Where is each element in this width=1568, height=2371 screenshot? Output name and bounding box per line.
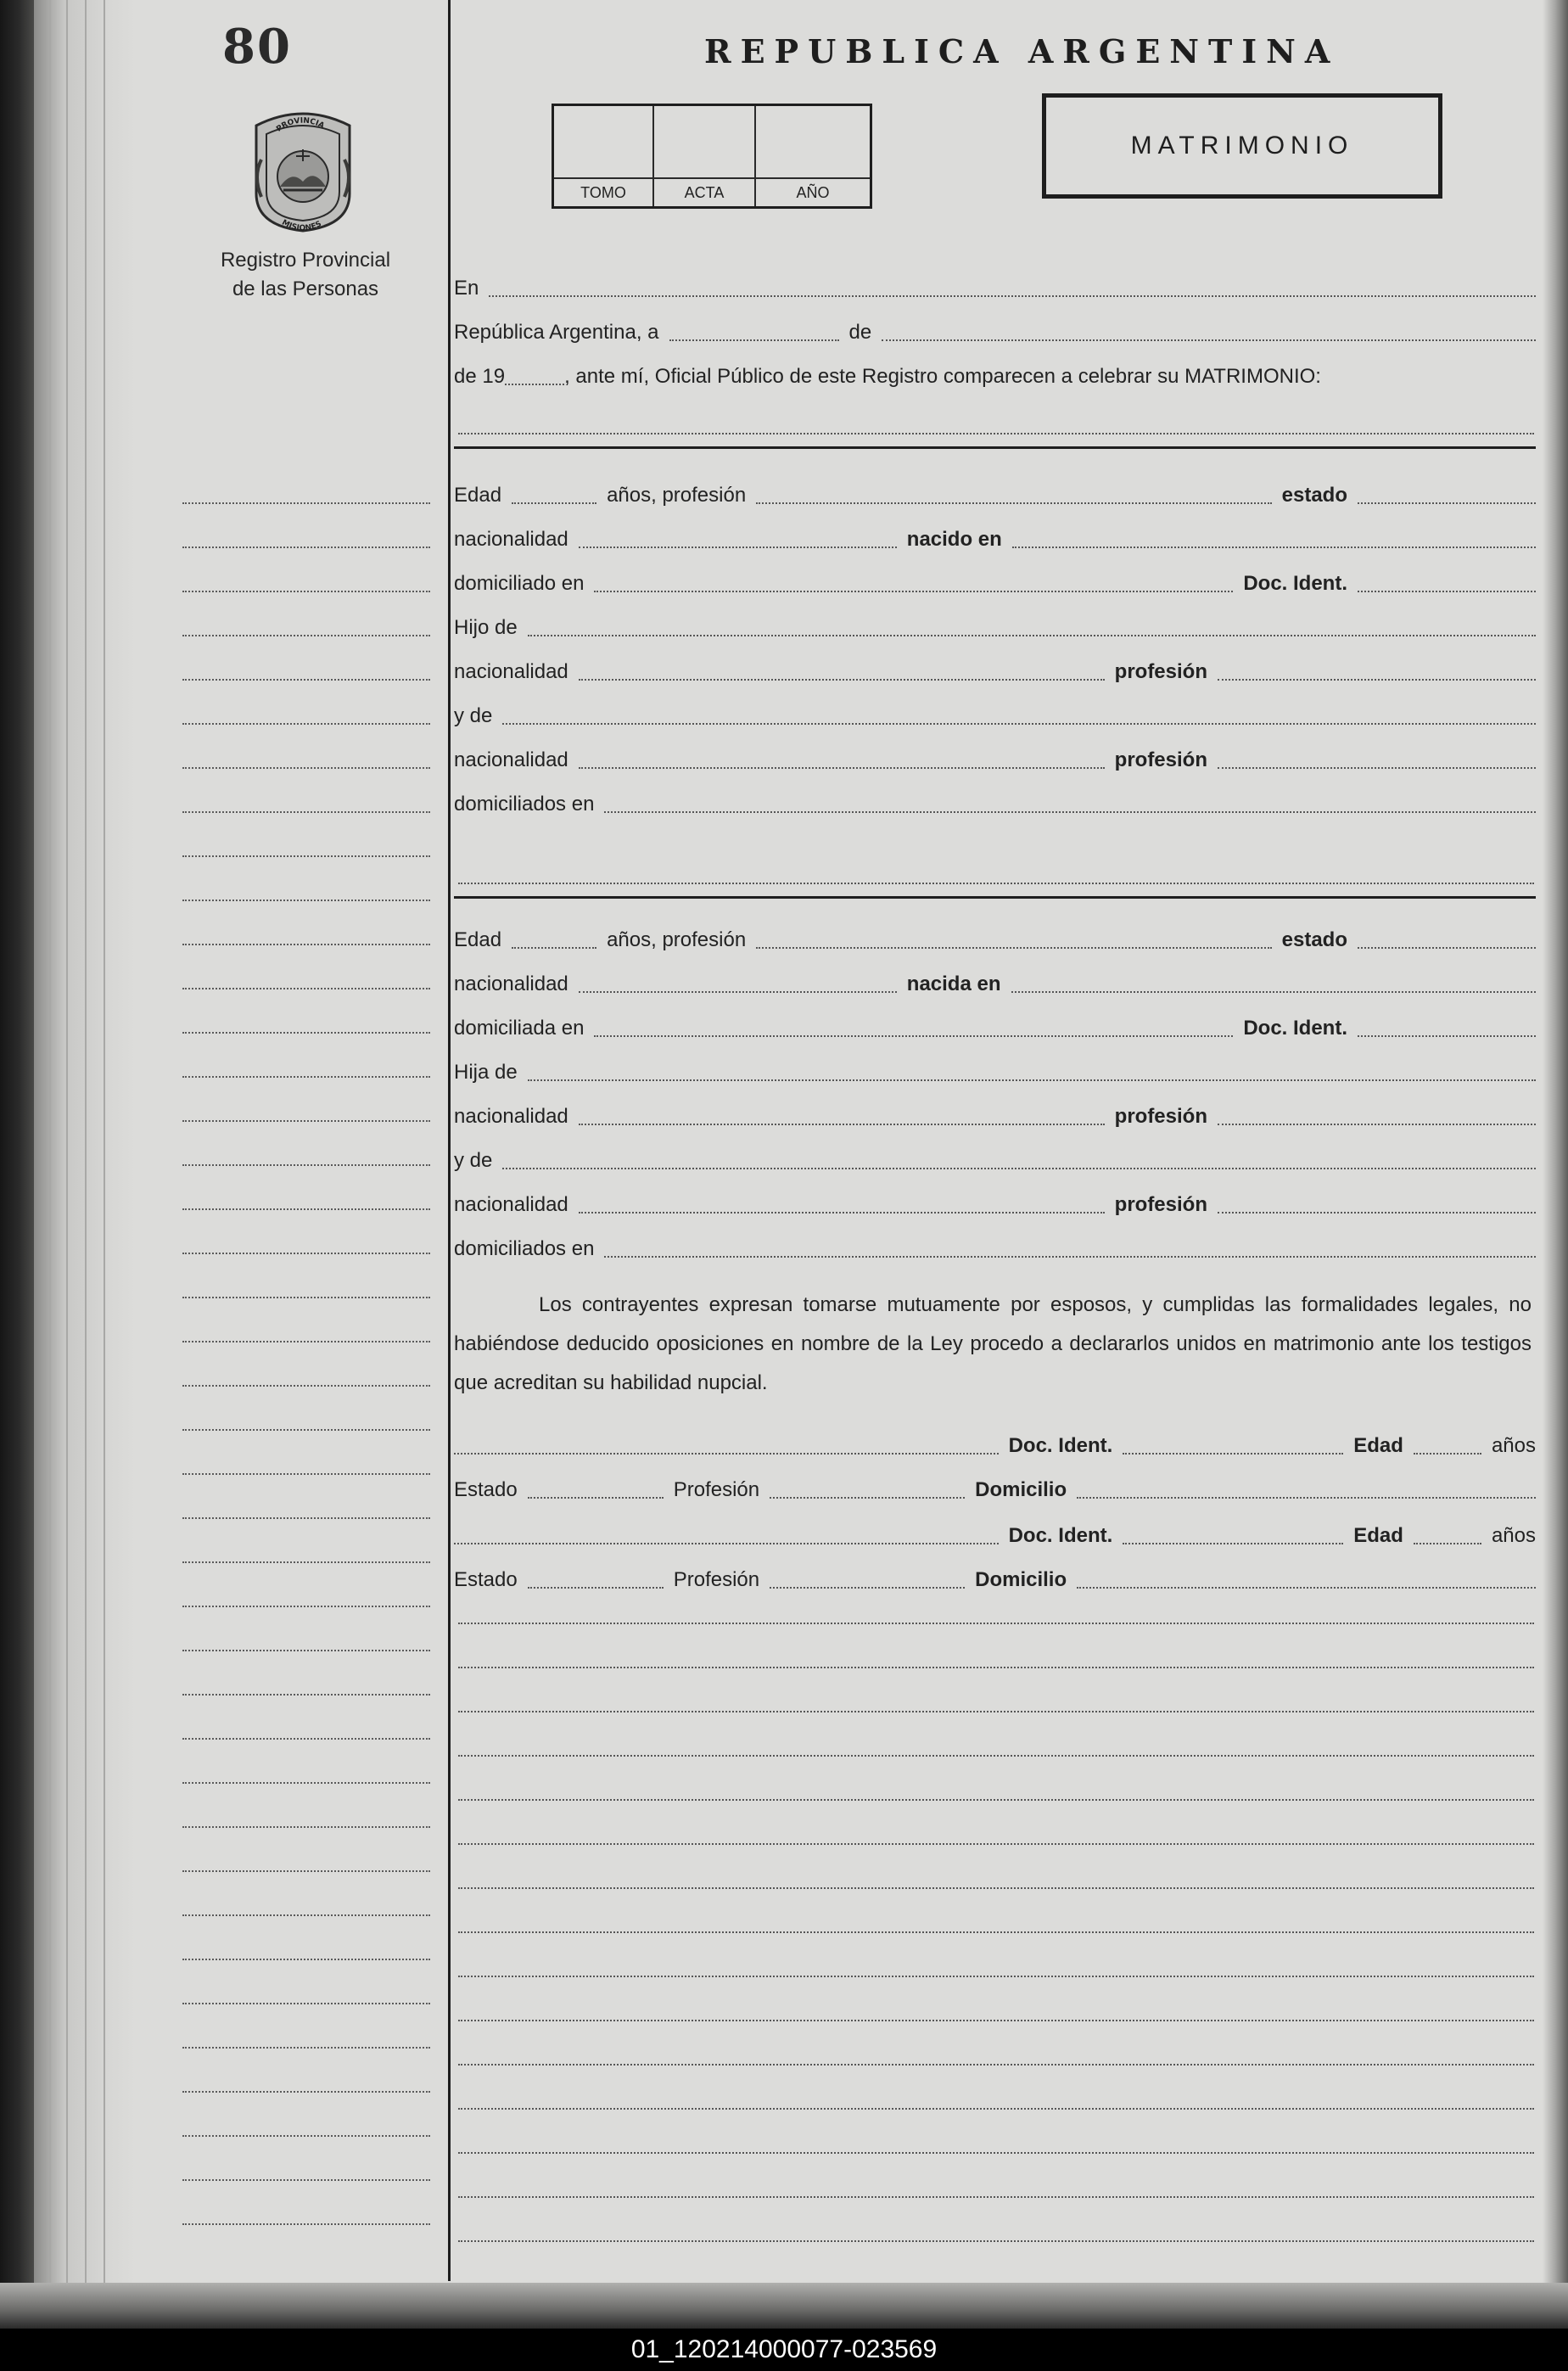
notes-line[interactable] bbox=[458, 1843, 1534, 1845]
notes-line[interactable] bbox=[458, 1711, 1534, 1712]
ano-cell: AÑO bbox=[756, 106, 870, 206]
margin-line[interactable] bbox=[182, 767, 430, 769]
witness1-status-field[interactable] bbox=[528, 1487, 664, 1499]
margin-line[interactable] bbox=[182, 547, 430, 548]
witness2-profession-field[interactable] bbox=[770, 1577, 965, 1589]
margin-line[interactable] bbox=[182, 1694, 430, 1696]
bride-father-nationality-field[interactable] bbox=[579, 1113, 1105, 1125]
groom-age-field[interactable] bbox=[512, 492, 596, 504]
notes-line[interactable] bbox=[458, 1931, 1534, 1933]
margin-line[interactable] bbox=[182, 1738, 430, 1740]
bride-father-field[interactable] bbox=[528, 1069, 1536, 1081]
margin-line[interactable] bbox=[182, 591, 430, 592]
groom-father-profession-field[interactable] bbox=[1218, 669, 1536, 681]
margin-line[interactable] bbox=[182, 1870, 430, 1872]
notes-line[interactable] bbox=[458, 2152, 1534, 2154]
margin-line[interactable] bbox=[182, 1517, 430, 1519]
margin-line[interactable] bbox=[182, 1826, 430, 1828]
margin-line[interactable] bbox=[182, 1208, 430, 1210]
registry-name bbox=[199, 246, 412, 304]
margin-line[interactable] bbox=[182, 2223, 430, 2225]
book-spine bbox=[0, 0, 34, 2329]
intro-year-line: de 19 , ante mí, Oficial Público de este Registro comparecen a celebrar su MATRIMONIO: bbox=[454, 365, 1321, 388]
groom-status-field[interactable] bbox=[1358, 492, 1536, 504]
bride-parents-address-field[interactable] bbox=[604, 1246, 1536, 1258]
witness1-id-field[interactable] bbox=[1123, 1443, 1343, 1455]
blank-line[interactable] bbox=[458, 433, 1534, 434]
acta-cell: ACTA bbox=[654, 106, 756, 206]
margin-line[interactable] bbox=[182, 2179, 430, 2181]
page-right-edge bbox=[1543, 0, 1568, 2329]
margin-line[interactable] bbox=[182, 1076, 430, 1078]
margin-line[interactable] bbox=[182, 2003, 430, 2004]
margin-line[interactable] bbox=[182, 1253, 430, 1254]
groom-father-nat-line: nacionalidad profesión bbox=[454, 653, 1536, 687]
bride-nationality-field[interactable] bbox=[579, 981, 897, 993]
margin-line[interactable] bbox=[182, 1429, 430, 1431]
witness2-address-field[interactable] bbox=[1077, 1577, 1536, 1589]
groom-address-field[interactable] bbox=[594, 580, 1233, 592]
margin-line[interactable] bbox=[182, 2047, 430, 2049]
section-rule bbox=[454, 896, 1536, 899]
margin-line[interactable] bbox=[182, 988, 430, 989]
intro-en-line: En bbox=[454, 270, 1536, 304]
bride-edad-line: Edad años, profesión estado bbox=[454, 922, 1536, 956]
witness1-line2: Estado Profesión Domicilio bbox=[454, 1471, 1536, 1505]
provincial-seal-icon bbox=[249, 109, 356, 233]
groom-yde-line: y de bbox=[454, 698, 1536, 731]
bride-age-field[interactable] bbox=[512, 937, 596, 949]
groom-mother-profession-field[interactable] bbox=[1218, 757, 1536, 769]
page-title: REPUBLICA ARGENTINA bbox=[704, 32, 1340, 70]
day-field[interactable] bbox=[669, 329, 839, 341]
tomo-cell: TOMO bbox=[554, 106, 654, 206]
margin-line[interactable] bbox=[182, 811, 430, 813]
notes-line[interactable] bbox=[458, 2020, 1534, 2021]
blank-line[interactable] bbox=[458, 883, 1534, 884]
witness2-line2: Estado Profesión Domicilio bbox=[454, 1561, 1536, 1595]
image-filename: 01_120214000077-023569 bbox=[0, 2329, 1568, 2371]
svg-text:PROVINCIA: PROVINCIA bbox=[275, 116, 326, 134]
groom-birthplace-field[interactable] bbox=[1012, 536, 1536, 548]
page-edge-line bbox=[104, 0, 105, 2283]
notes-line[interactable] bbox=[458, 2064, 1534, 2066]
svg-text:MISIONES: MISIONES bbox=[280, 218, 323, 233]
margin-line[interactable] bbox=[182, 1120, 430, 1122]
notes-line[interactable] bbox=[458, 1887, 1534, 1889]
witness2-status-field[interactable] bbox=[528, 1577, 664, 1589]
bride-id-field[interactable] bbox=[1358, 1025, 1536, 1037]
notes-line[interactable] bbox=[458, 1976, 1534, 1977]
bride-parents-address-line: domiciliados en bbox=[454, 1230, 1536, 1264]
bride-address-field[interactable] bbox=[594, 1025, 1233, 1037]
bride-mother-profession-field[interactable] bbox=[1218, 1202, 1536, 1214]
notes-line[interactable] bbox=[458, 1623, 1534, 1624]
bride-father-nat-line: nacionalidad profesión bbox=[454, 1098, 1536, 1132]
margin-line[interactable] bbox=[182, 944, 430, 945]
margin-divider bbox=[448, 0, 451, 2281]
bride-domicilio-line: domiciliada en Doc. Ident. bbox=[454, 1010, 1536, 1044]
bride-nacionalidad-line: nacionalidad nacida en bbox=[454, 966, 1536, 1000]
bride-profession-field[interactable] bbox=[756, 937, 1271, 949]
page-edge-line bbox=[85, 0, 87, 2283]
margin-line[interactable] bbox=[182, 1341, 430, 1342]
section-rule bbox=[454, 446, 1536, 449]
groom-mother-field[interactable] bbox=[502, 713, 1536, 725]
notes-line[interactable] bbox=[458, 2108, 1534, 2110]
margin-line[interactable] bbox=[182, 1561, 430, 1563]
record-type-box bbox=[1042, 93, 1442, 199]
witness2-id-field[interactable] bbox=[1123, 1533, 1343, 1544]
witness1-age-field[interactable] bbox=[1414, 1443, 1481, 1455]
witness2-line1: Doc. Ident. Edad años bbox=[454, 1517, 1536, 1551]
groom-nacionalidad-line: nacionalidad nacido en bbox=[454, 521, 1536, 555]
groom-father-field[interactable] bbox=[528, 625, 1536, 636]
margin-line[interactable] bbox=[182, 1297, 430, 1298]
margin-line[interactable] bbox=[182, 1650, 430, 1651]
groom-nationality-field[interactable] bbox=[579, 536, 897, 548]
bride-father-profession-field[interactable] bbox=[1218, 1113, 1536, 1125]
page-edge-line bbox=[66, 0, 68, 2283]
groom-edad-line: Edad años, profesión estado bbox=[454, 477, 1536, 511]
month-field[interactable] bbox=[882, 329, 1536, 341]
en-field[interactable] bbox=[489, 285, 1536, 297]
groom-parents-address-field[interactable] bbox=[604, 801, 1536, 813]
margin-line[interactable] bbox=[182, 1914, 430, 1916]
notes-line[interactable] bbox=[458, 2196, 1534, 2198]
margin-line[interactable] bbox=[182, 1473, 430, 1475]
groom-hijo-line: Hijo de bbox=[454, 609, 1536, 643]
margin-line[interactable] bbox=[182, 679, 430, 681]
witness2-age-field[interactable] bbox=[1414, 1533, 1481, 1544]
witness1-name-field[interactable] bbox=[454, 1443, 999, 1455]
witness1-line1: Doc. Ident. Edad años bbox=[454, 1427, 1536, 1461]
witness2-name-field[interactable] bbox=[454, 1533, 999, 1544]
margin-line[interactable] bbox=[182, 723, 430, 725]
margin-line[interactable] bbox=[182, 2091, 430, 2093]
registry-line-1: Registro Provincial bbox=[220, 249, 391, 272]
groom-mother-nat-line: nacionalidad profesión bbox=[454, 742, 1536, 776]
groom-mother-nationality-field[interactable] bbox=[579, 757, 1105, 769]
margin-line[interactable] bbox=[182, 1606, 430, 1607]
bride-mother-nat-line: nacionalidad profesión bbox=[454, 1186, 1536, 1220]
margin-line[interactable] bbox=[182, 900, 430, 901]
record-number-box bbox=[552, 104, 872, 209]
witness1-profession-field[interactable] bbox=[770, 1487, 965, 1499]
notes-line[interactable] bbox=[458, 1755, 1534, 1757]
groom-id-field[interactable] bbox=[1358, 580, 1536, 592]
notes-line[interactable] bbox=[458, 1667, 1534, 1668]
groom-domicilio-line: domiciliado en Doc. Ident. bbox=[454, 565, 1536, 599]
bride-hija-line: Hija de bbox=[454, 1054, 1536, 1088]
margin-line[interactable] bbox=[182, 1164, 430, 1166]
margin-line[interactable] bbox=[182, 1385, 430, 1387]
witness1-address-field[interactable] bbox=[1077, 1487, 1536, 1499]
margin-line[interactable] bbox=[182, 2135, 430, 2137]
margin-line[interactable] bbox=[182, 1782, 430, 1784]
margin-line[interactable] bbox=[182, 635, 430, 636]
bride-mother-nationality-field[interactable] bbox=[579, 1202, 1105, 1214]
groom-father-nationality-field[interactable] bbox=[579, 669, 1105, 681]
margin-line[interactable] bbox=[182, 1032, 430, 1034]
registry-line-2: de las Personas bbox=[232, 277, 379, 300]
record-type: MATRIMONIO bbox=[1130, 132, 1354, 160]
notes-line[interactable] bbox=[458, 1799, 1534, 1801]
page-edge-line bbox=[49, 0, 51, 2283]
page-number: 80 bbox=[222, 19, 292, 75]
bride-mother-field[interactable] bbox=[502, 1157, 1536, 1169]
margin-line[interactable] bbox=[182, 1959, 430, 1960]
year-field[interactable] bbox=[505, 373, 564, 385]
bride-status-field[interactable] bbox=[1358, 937, 1536, 949]
bride-birthplace-field[interactable] bbox=[1011, 981, 1537, 993]
groom-parents-address-line: domiciliados en bbox=[454, 786, 1536, 820]
groom-profession-field[interactable] bbox=[756, 492, 1271, 504]
bride-yde-line: y de bbox=[454, 1142, 1536, 1176]
margin-line[interactable] bbox=[182, 855, 430, 857]
page-bottom-shadow bbox=[0, 2283, 1568, 2329]
declaration-paragraph: Los contrayentes expresan tomarse mutuamente por esposos, y cumplidas las formalidades legales, no habiéndose deducido oposiciones en nombre de la Ley procedo a declararlos unidos en matrimonio ante los testigos que acreditan su habilidad nupcial. bbox=[454, 1293, 1532, 1394]
notes-line[interactable] bbox=[458, 2240, 1534, 2242]
intro-republica-line: República Argentina, a de bbox=[454, 314, 1536, 348]
margin-line[interactable] bbox=[182, 502, 430, 504]
